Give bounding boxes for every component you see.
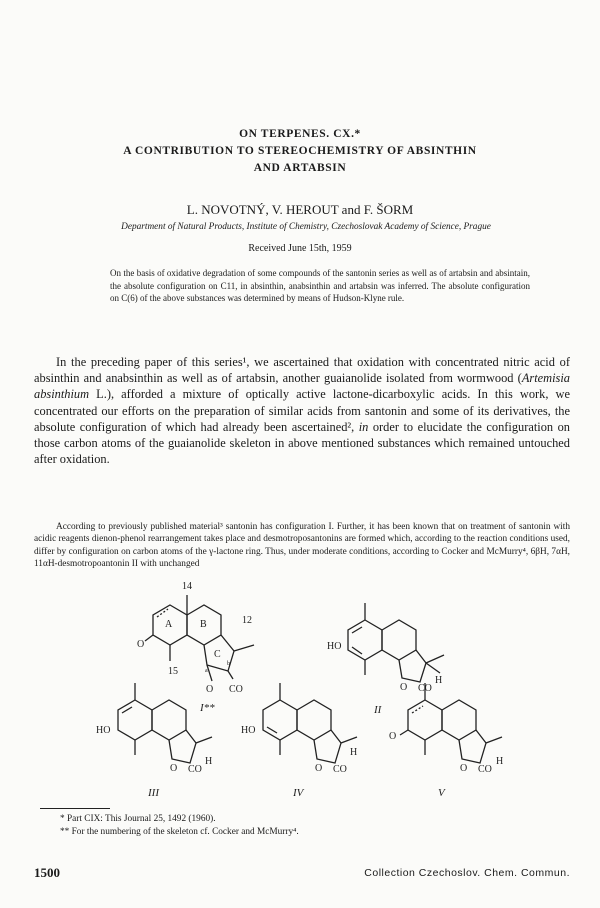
- structure-i-lactone-o: O: [206, 684, 214, 695]
- title-line-3: AND ARTABSIN: [253, 162, 347, 174]
- structure-i-locant-a: a: [205, 668, 208, 674]
- chemical-structures-figure: [0, 575, 600, 800]
- ring-label-b: B: [200, 619, 207, 630]
- body-paragraph-2: [34, 521, 570, 571]
- structure-iii-hydroxyl: HO: [96, 725, 111, 736]
- p1-text-b: L.), afforded a mixture of optically active lactone-dicarboxylic acids. In this work, we concentrated our efforts on the preparation of similar acids from santonin and some of its derivatives, the absolute configuration of which had already been ascertained²,: [34, 387, 570, 434]
- structure-iii: [118, 683, 212, 763]
- structure-iii-h: H: [205, 756, 213, 767]
- structure-label-v: V: [438, 787, 445, 799]
- structure-iv: [263, 683, 357, 763]
- page-number: 1500: [34, 865, 60, 880]
- p1-species: Artemisia absinthium: [34, 371, 570, 402]
- structure-v: [400, 683, 502, 763]
- p2-text: According to previously published material³ santonin has configuration I. Further, it has been known that on treatment of santonin with acidic reagents dienon-phenol rearrangement takes place and desmotroposantonins are formed which, according to the reaction conditions used, differ by configuration on carbon atoms of the γ-lactone ring. Thus, under moderate conditions, according to Cocker and McMurry⁴, 6βH, 7αH, 11αH-desmotropoantonin II with unchanged: [34, 522, 570, 570]
- structure-iv-lactone-o: O: [315, 763, 323, 774]
- structure-v-h: H: [496, 756, 504, 767]
- authors: L. NOVOTNÝ, V. HEROUT and F. ŠORM: [186, 202, 414, 217]
- structure-i-lactone-co: CO: [229, 684, 243, 695]
- title-line-2: A CONTRIBUTION TO STEREOCHEMISTRY OF ABSINTHIN: [123, 145, 477, 157]
- structure-ii-lactone-o: O: [400, 682, 408, 693]
- structure-i: [145, 595, 254, 681]
- structure-label-ii: II: [374, 704, 382, 716]
- atom-number-15: 15: [168, 666, 178, 677]
- atom-number-12: 12: [242, 615, 252, 626]
- body-paragraph-1: [34, 354, 570, 467]
- structure-label-iii: III: [148, 787, 159, 799]
- structure-iv-hydroxyl: HO: [241, 725, 256, 736]
- structure-iii-lactone-co: CO: [188, 764, 202, 775]
- structure-iv-h: H: [350, 747, 358, 758]
- ring-label-a: A: [165, 619, 173, 630]
- structure-ii: [348, 603, 444, 682]
- structure-v-lactone-o: O: [460, 763, 468, 774]
- structure-i-locant-b: b: [227, 661, 230, 667]
- structure-ii-lactone-co: CO: [418, 683, 432, 694]
- p1-text-c: order to elucidate the configuration on those carbon atoms of the guaianolide skeleton in above mentioned substances which remained untouched after oxidation.: [34, 419, 570, 467]
- footnote-1: * Part CIX: This Journal 25, 1492 (1960).: [60, 814, 216, 824]
- structure-label-i: I**: [200, 702, 215, 714]
- received-date: Received June 15th, 1959: [248, 243, 352, 254]
- structure-v-lactone-co: CO: [478, 764, 492, 775]
- p1-text-a: In the preceding paper of this series¹, we ascertained that oxidation with concentrated nitric acid of absinthin and anabsinthin as well as of artabsin, another guaianolide isolated from wormwood (: [34, 355, 570, 386]
- footnote-2: ** For the numbering of the skeleton cf. Cocker and McMurry⁴.: [60, 827, 299, 837]
- abstract: On the basis of oxidative degradation of some compounds of the santonin series as well as of artabsin and absintain, the absolute configuration on C11, in absinthin, anabsinthin and artabsin was inferred. The absolute configuration on C(6) of the above substances was determined by means of Hudson-Klyne rule.: [110, 268, 530, 304]
- structure-ii-hydroxyl: HO: [327, 641, 342, 652]
- structure-i-carbonyl-o: O: [137, 639, 145, 650]
- title-line-1: ON TERPENES. CX.*: [239, 128, 361, 140]
- structure-iii-lactone-o: O: [170, 763, 178, 774]
- structure-ii-h: H: [435, 675, 443, 686]
- structure-v-carbonyl-o: O: [389, 731, 397, 742]
- affiliation: Department of Natural Products, Institute of Chemistry, Czechoslovak Academy of Science, Prague: [121, 222, 491, 232]
- footnote-rule: [40, 808, 110, 809]
- structure-label-iv: IV: [293, 787, 304, 799]
- journal-name: Collection Czechoslov. Chem. Commun.: [364, 867, 570, 879]
- p1-in: in: [358, 419, 369, 434]
- atom-number-14: 14: [182, 581, 192, 592]
- structure-iv-lactone-co: CO: [333, 764, 347, 775]
- ring-label-c: C: [214, 649, 221, 660]
